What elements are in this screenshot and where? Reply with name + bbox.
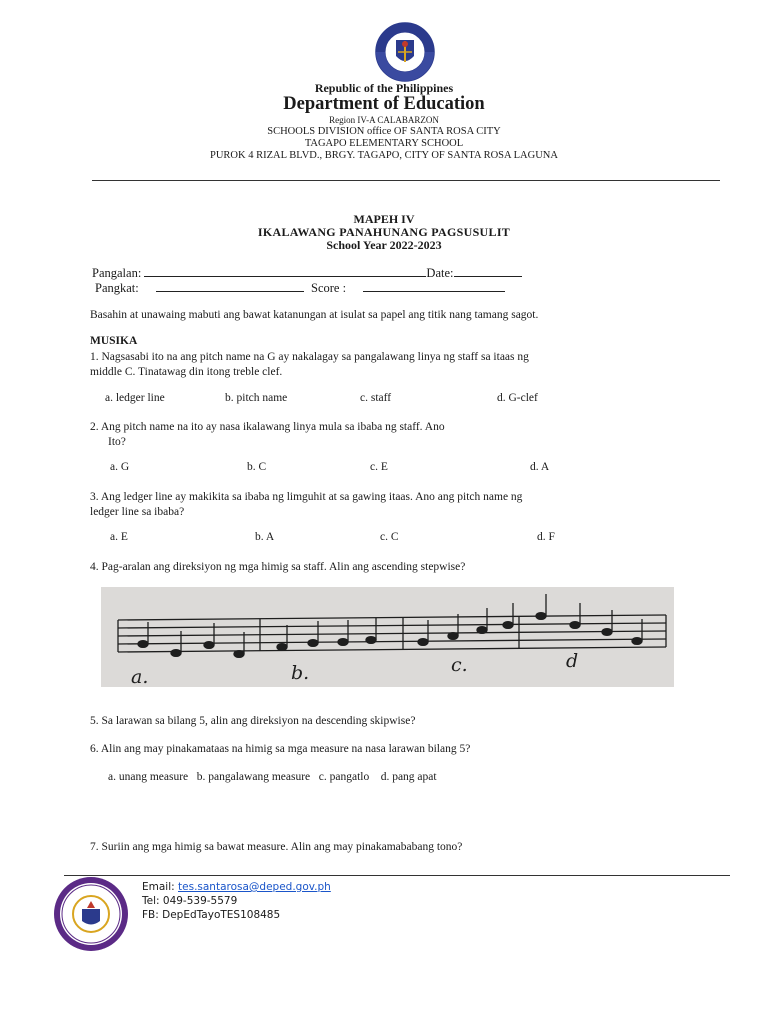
question-3 [90, 490, 690, 519]
question-2-text-line2: Ito? [108, 435, 126, 448]
question-6: 6. Alin ang may pinakamataas na himig sa mga measure na nasa larawan bilang 5? [90, 743, 471, 755]
school-address: PUROK 4 RIZAL BLVD., BRGY. TAGAPO, CITY OF SANTA ROSA LAGUNA [210, 150, 558, 161]
name-row [92, 265, 522, 281]
staff-label-d: d [566, 650, 579, 672]
question-2-text-line1: 2. Ang pitch name na ito ay nasa ikalawang linya mula sa ibaba ng staff. Ano [90, 421, 445, 433]
music-staff-image [101, 587, 674, 687]
deped-seal-logo [360, 22, 450, 82]
exam-subject: MAPEH IV [353, 212, 415, 226]
q6-options: a. unang measure b. pangalawang measure c. pangatlo d. pang apat [108, 771, 437, 783]
footer-email-row [142, 880, 331, 894]
question-1-text-line2: middle C. Tinatawag din itong treble clef. [90, 365, 283, 378]
region-text: Region IV-A CALABARZON [329, 115, 439, 125]
question-3-text-line1: 3. Ang ledger line ay makikita sa ibaba ng limguhit at sa gawing itaas. Ano ang pitch name ng [90, 491, 523, 503]
exam-title: IKALAWANG PANAHUNANG PAGSUSULIT [257, 225, 511, 239]
school-logo [52, 875, 130, 953]
date-blank[interactable] [454, 265, 522, 277]
question-5: 5. Sa larawan sa bilang 5, alin ang direksiyon na descending skipwise? [90, 715, 416, 727]
staff-label-c: c. [451, 654, 468, 676]
question-3-text-line2: ledger line sa ibaba? [90, 505, 185, 518]
question-4: 4. Pag-aralan ang direksiyon ng mga himig sa staff. Alin ang ascending stepwise? [90, 561, 466, 573]
header-divider [92, 180, 720, 181]
q1-option-b: b. pitch name [225, 392, 288, 404]
score-blank[interactable] [363, 280, 505, 292]
email-link[interactable]: tes.santarosa@deped.gov.ph [178, 881, 331, 893]
section-blank[interactable] [156, 280, 304, 292]
q2-option-c: c. E [370, 461, 388, 473]
q3-option-d: d. F [537, 531, 555, 543]
name-label: Pangalan: [92, 266, 142, 280]
instructions: Basahin at unawaing mabuti ang bawat katanungan at isulat sa papel ang titik nang tamang sagot. [90, 309, 539, 321]
section-row [95, 280, 505, 296]
question-7: 7. Suriin ang mga himig sa bawat measure. Alin ang may pinakamababang tono? [90, 841, 463, 853]
footer-tel: Tel: 049-539-5579 [142, 895, 238, 907]
department-title: Department of Education [283, 94, 485, 114]
q1-option-c: c. staff [360, 392, 392, 404]
footer-fb: FB: DepEdTayoTES108485 [142, 909, 281, 921]
school-year: School Year 2022-2023 [326, 238, 442, 252]
q3-option-c: c. C [380, 531, 399, 543]
q3-option-a: a. E [110, 531, 128, 543]
division-text: SCHOOLS DIVISION office OF SANTA ROSA CITY [267, 126, 501, 137]
name-blank[interactable] [144, 265, 426, 277]
q1-option-a: a. ledger line [105, 392, 165, 404]
q2-option-b: b. C [247, 461, 267, 473]
section-label: Pangkat: [95, 281, 139, 295]
date-label: Date: [426, 266, 454, 280]
q3-option-b: b. A [255, 531, 275, 543]
footer-divider [64, 875, 730, 876]
q1-option-d: d. G-clef [497, 392, 538, 404]
q2-option-a: a. G [110, 461, 130, 473]
school-name: TAGAPO ELEMENTARY SCHOOL [304, 138, 464, 149]
footer-contact [142, 880, 331, 922]
question-2 [90, 420, 690, 449]
section-title-musika: MUSIKA [90, 335, 138, 347]
staff-label-b: b. [291, 662, 310, 684]
score-label: Score : [311, 281, 347, 295]
question-1 [90, 350, 690, 379]
q2-option-d: d. A [530, 461, 550, 473]
email-label: Email: [142, 881, 179, 893]
question-1-text-line1: 1. Nagsasabi ito na ang pitch name na G ay nakalagay sa pangalawang linya ng staff sa itaas ng [90, 351, 529, 363]
staff-label-a: a. [131, 666, 149, 687]
republic-text: Republic of the Philippines [314, 81, 454, 95]
